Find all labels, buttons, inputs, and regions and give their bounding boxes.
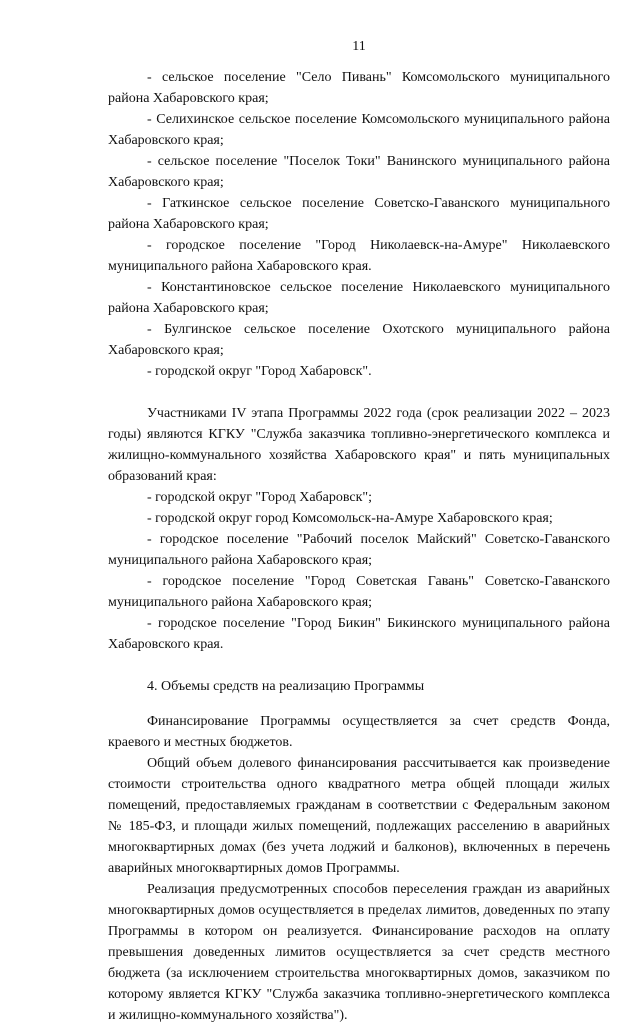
page-number: 11 (352, 39, 366, 54)
spacer (108, 697, 610, 711)
municipalities-list-2 (108, 487, 610, 655)
list-item: - сельское поселение "Село Пивань" Комсомольского муниципального района Хабаровского края; (108, 70, 610, 106)
list-item: - городское поселение "Город Советская Гавань" Советско-Гаванского муниципального района Хабаровского края; (108, 574, 610, 610)
list-item: - Селихинское сельское поселение Комсомольского муниципального района Хабаровского края; (108, 112, 610, 148)
list-item: - Булгинское сельское поселение Охотского муниципального района Хабаровского края; (108, 322, 610, 358)
stage4-intro-paragraph: Участниками IV этапа Программы 2022 года (срок реализации 2022 – 2023 годы) являются КГКУ "Служба заказчика топливно-энергетического комплекса и жилищно-коммунального хозяйства Хабаровского края" и пять муниципальных образований края: (108, 406, 610, 484)
list-item: - городское поселение "Город Бикин" Бикинского муниципального района Хабаровского края. (108, 616, 610, 652)
list-item: - городское поселение "Рабочий поселок Майский" Советско-Гаванского муниципального района Хабаровского края; (108, 532, 610, 568)
list-item: - сельское поселение "Поселок Токи" Ванинского муниципального района Хабаровского края; (108, 154, 610, 190)
list-item: - городской округ город Комсомольск-на-Амуре Хабаровского края; (147, 511, 553, 526)
spacer (108, 382, 610, 403)
section-heading: 4. Объемы средств на реализацию Программы (147, 679, 425, 694)
body-paragraph: Реализация предусмотренных способов переселения граждан из аварийных многоквартирных домов осуществляется в пределах лимитов, доведенных по этапу Программы в котором он реализуется. Финансирование расходов на оплату превышения доведенных лимитов осуществляется за счет средств местного бюджета (за исключением строительства многоквартирных домов, заказчиком по которому является КГКУ "Служба заказчика топливно-энергетического комплекса и жилищно-коммунального хозяйства"). (108, 882, 610, 1023)
body-paragraph: Общий объем долевого финансирования рассчитывается как произведение стоимости строительства одного квадратного метра общей площади жилых помещений, предоставляемых гражданам в соответствии с Федеральным законом № 185-ФЗ, и площади жилых помещений, подлежащих расселению в аварийных многоквартирных домах (без учета лоджий и балконов), включенных в перечень аварийных многоквартирных домов Программы. (108, 756, 610, 876)
list-item: - городской округ "Город Хабаровск". (147, 364, 372, 379)
list-item: - городской округ "Город Хабаровск"; (147, 490, 373, 505)
list-item: - Константиновское сельское поселение Николаевского муниципального района Хабаровского края; (108, 280, 610, 316)
list-item: - Гаткинское сельское поселение Советско-Гаванского муниципального района Хабаровского края; (108, 196, 610, 232)
spacer (108, 655, 610, 676)
municipalities-list-1 (108, 67, 610, 382)
body-paragraph: Финансирование Программы осуществляется за счет средств Фонда, краевого и местных бюджетов. (108, 714, 610, 750)
list-item: - городское поселение "Город Николаевск-на-Амуре" Николаевского муниципального района Хабаровского края. (108, 238, 610, 274)
